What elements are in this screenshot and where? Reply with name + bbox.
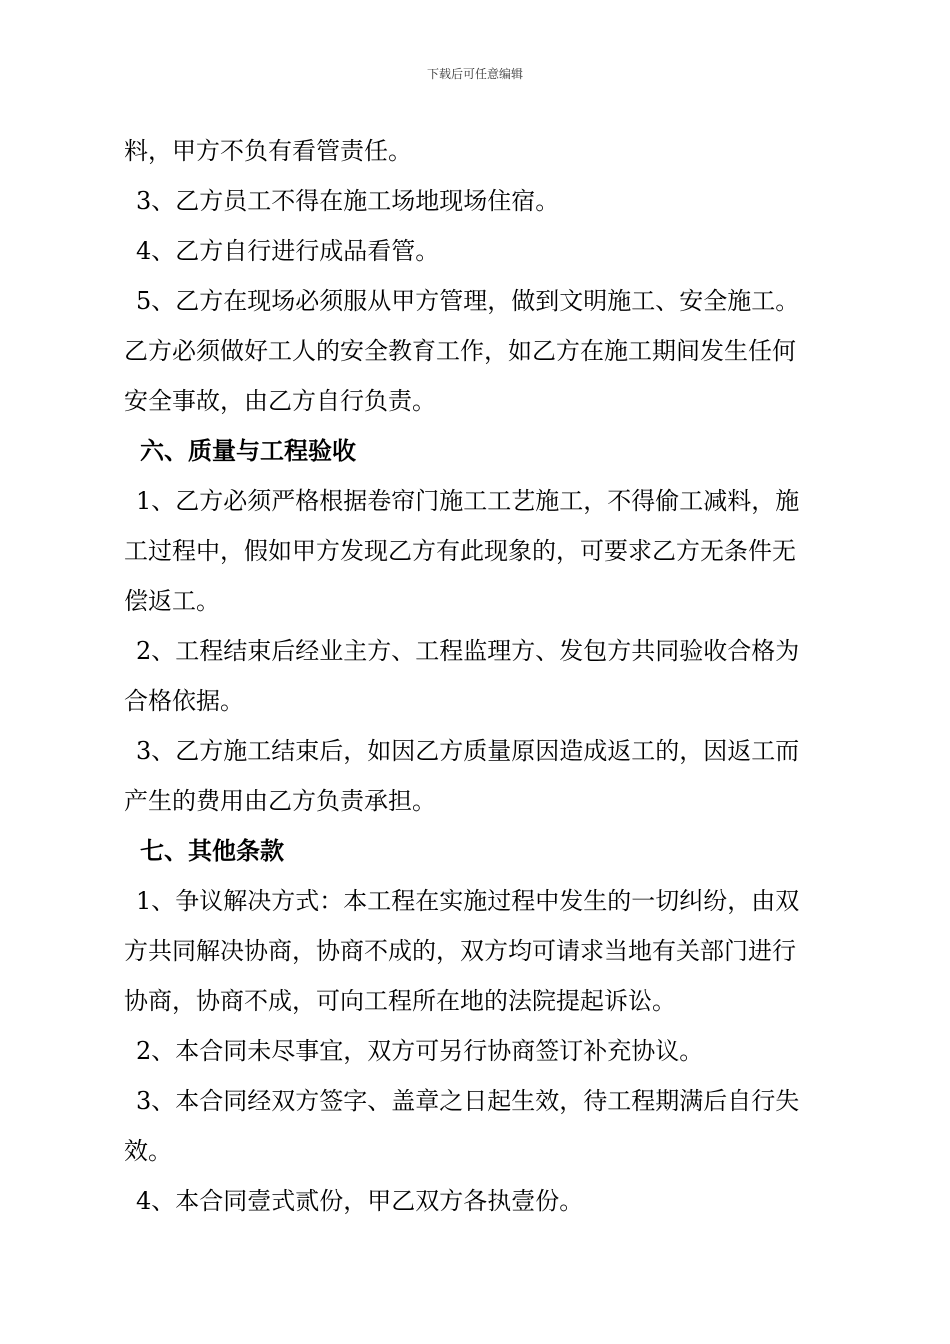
- paragraph-line: 安全事故，由乙方自行负责。: [124, 387, 436, 415]
- clause-line: 4、乙方自行进行成品看管。: [136, 237, 440, 265]
- section-heading: 七、其他条款: [140, 836, 284, 865]
- clause-line: 1、乙方必须严格根据卷帘门施工工艺施工，不得偷工减料，施: [136, 487, 800, 515]
- paragraph-line: 方共同解决协商，协商不成的，双方均可请求当地有关部门进行: [124, 937, 796, 965]
- paragraph-line: 产生的费用由乙方负责承担。: [124, 787, 436, 815]
- paragraph-line: 效。: [124, 1137, 172, 1165]
- paragraph-line: 乙方必须做好工人的安全教育工作，如乙方在施工期间发生任何: [124, 337, 796, 365]
- clause-line: 3、乙方施工结束后，如因乙方质量原因造成返工的，因返工而: [136, 737, 800, 765]
- paragraph-line: 工过程中，假如甲方发现乙方有此现象的，可要求乙方无条件无: [124, 537, 796, 565]
- paragraph-line: 料，甲方不负有看管责任。: [124, 137, 412, 165]
- document-body: [124, 126, 848, 1226]
- paragraph-line: 协商，协商不成，可向工程所在地的法院提起诉讼。: [124, 987, 676, 1015]
- clause-line: 5、乙方在现场必须服从甲方管理，做到文明施工、安全施工。: [136, 287, 800, 315]
- clause-line: 3、本合同经双方签字、盖章之日起生效，待工程期满后自行失: [136, 1087, 800, 1115]
- clause-line: 2、工程结束后经业主方、工程监理方、发包方共同验收合格为: [136, 637, 800, 665]
- paragraph-line: 偿返工。: [124, 587, 220, 615]
- clause-line: 3、乙方员工不得在施工场地现场住宿。: [136, 187, 560, 215]
- clause-line: 4、本合同壹式贰份，甲乙双方各执壹份。: [136, 1187, 584, 1215]
- clause-line: 2、本合同未尽事宜，双方可另行协商签订补充协议。: [136, 1037, 704, 1065]
- paragraph-line: 合格依据。: [124, 687, 244, 715]
- clause-line: 1、争议解决方式：本工程在实施过程中发生的一切纠纷，由双: [136, 887, 800, 915]
- page-header: 下载后可任意编辑: [426, 67, 523, 81]
- section-heading: 六、质量与工程验收: [140, 436, 356, 465]
